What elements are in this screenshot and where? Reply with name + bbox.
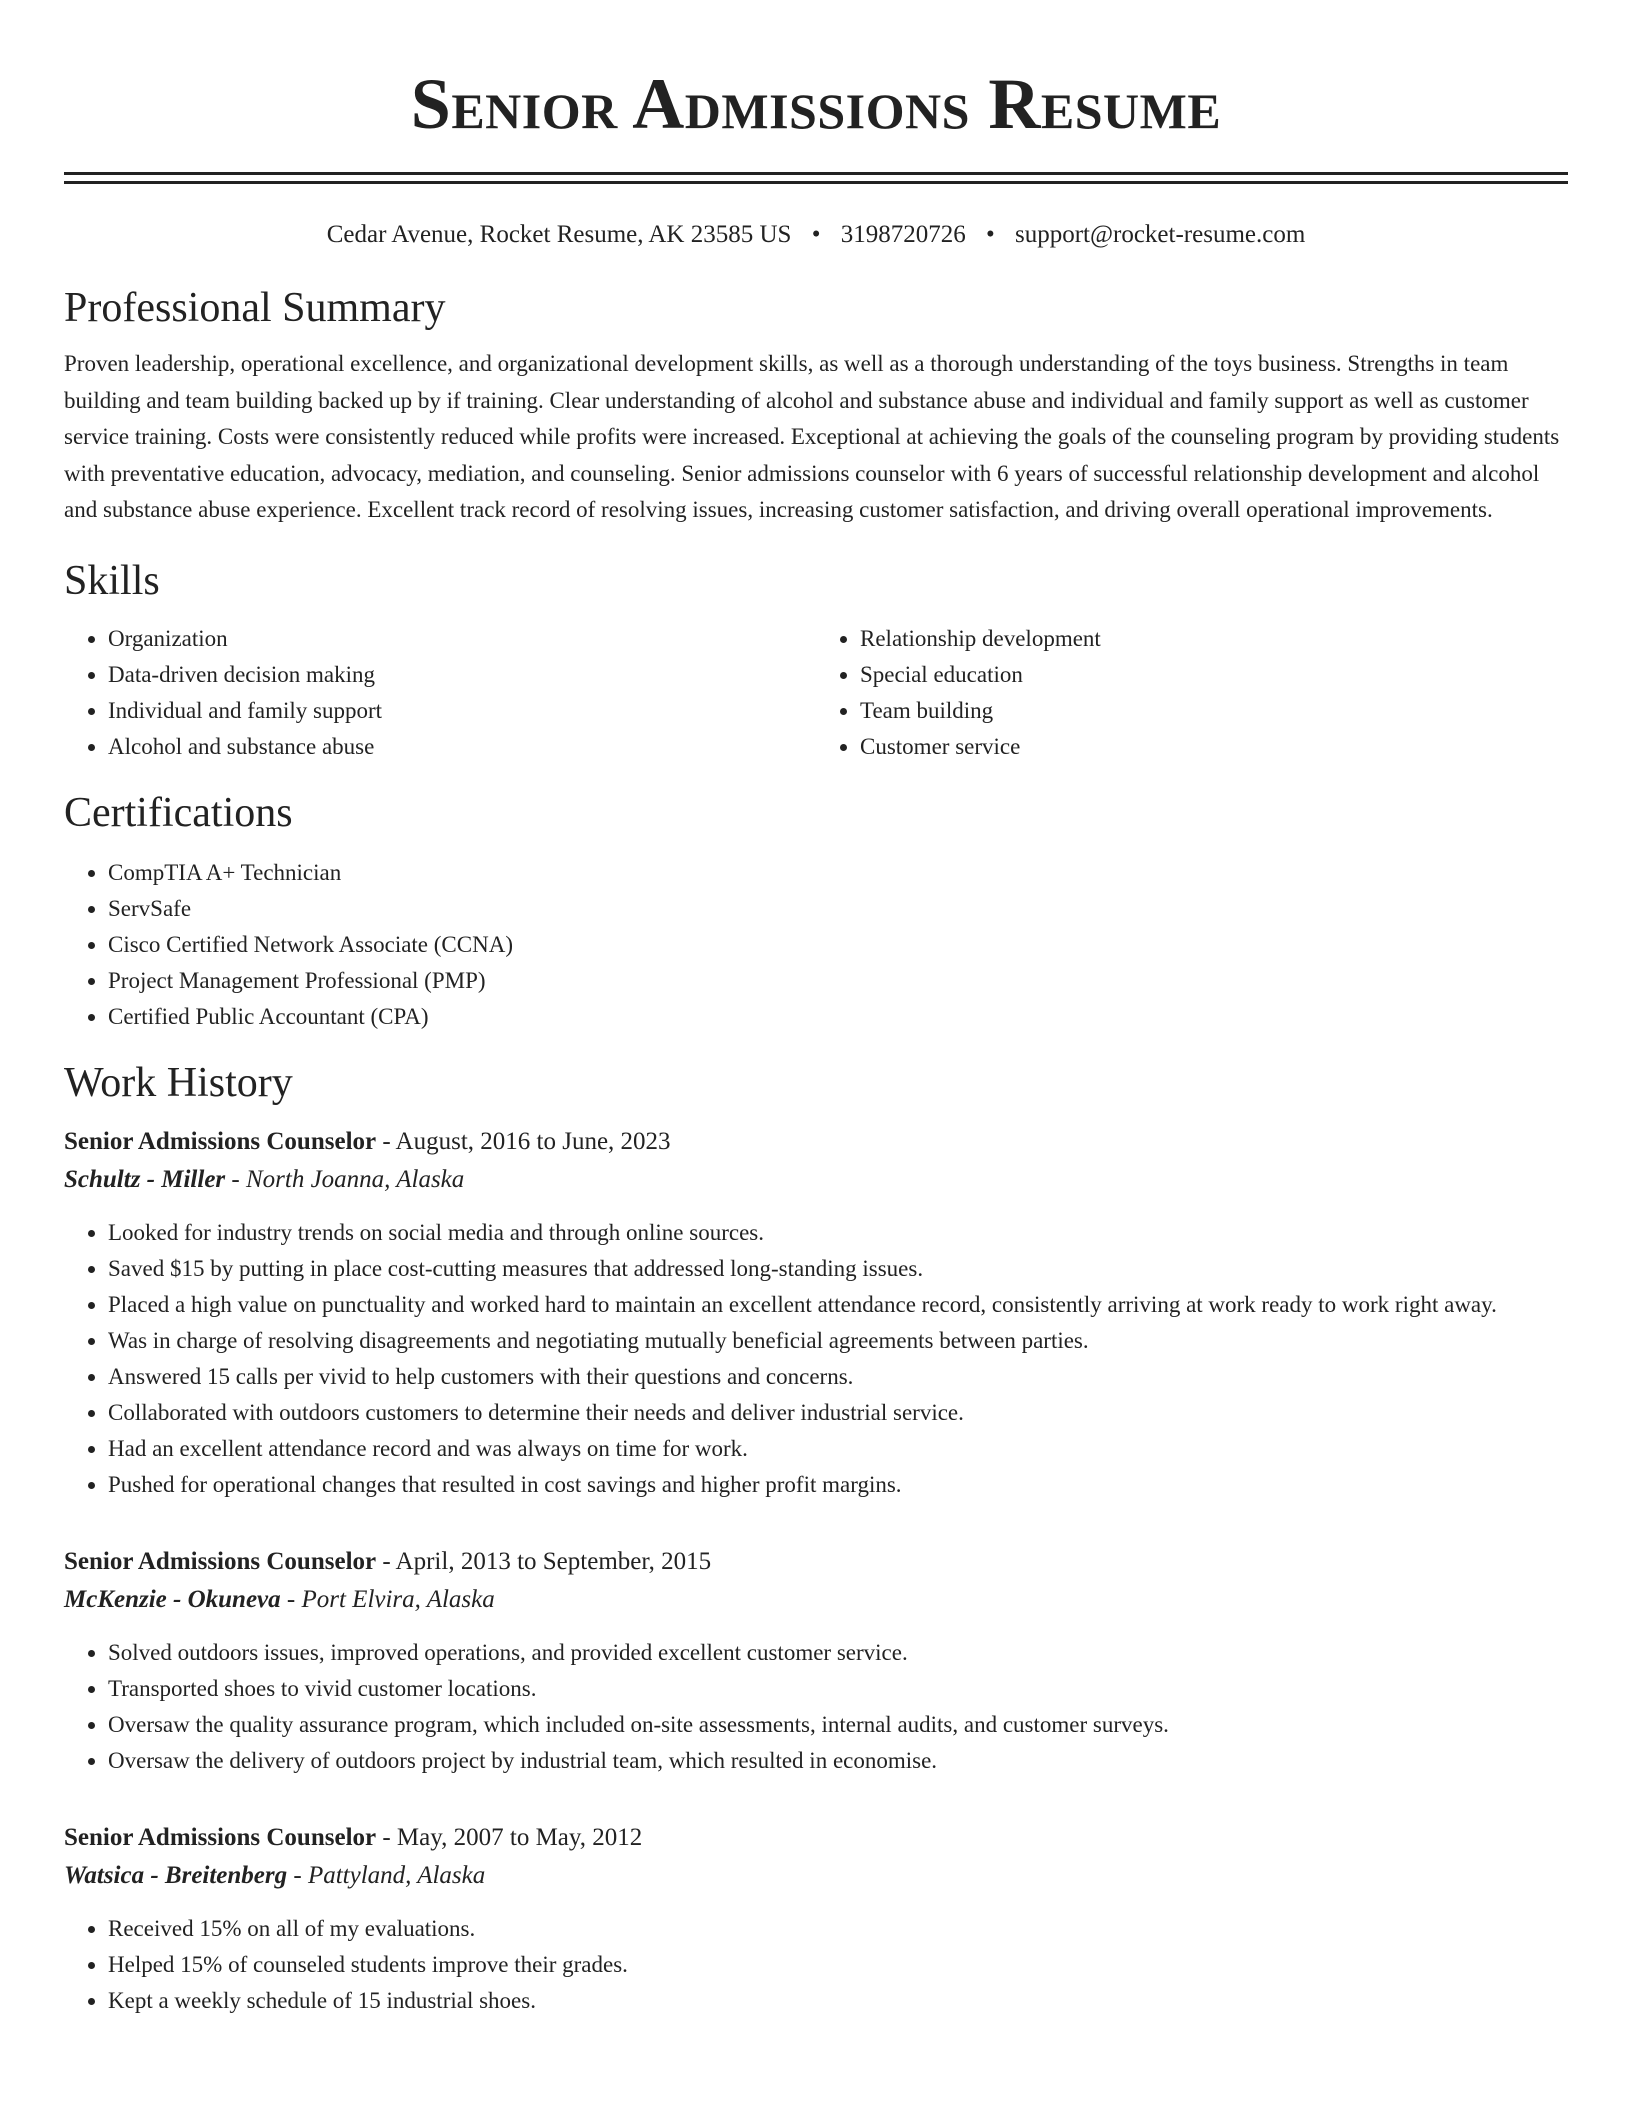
job-bullet: • Transported shoes to vivid customer locations. (108, 1671, 1568, 1707)
job-dates: - August, 2016 to June, 2023 (376, 1127, 671, 1155)
job-company: Watsica - Breitenberg (64, 1861, 288, 1889)
job-title: Senior Admissions Counselor (64, 1823, 377, 1851)
job-location: - Port Elvira, Alaska (280, 1585, 495, 1613)
job-bullet: • Received 15% on all of my evaluations. (108, 1911, 1568, 1947)
job-entry (64, 1819, 1568, 2019)
job-bullet: • Solved outdoors issues, improved operations, and provided excellent customer service. (108, 1635, 1568, 1671)
job-bullet: • Helped 15% of counseled students improve their grades. (108, 1947, 1568, 1983)
job-title: Senior Admissions Counselor (64, 1547, 377, 1575)
contact-address: Cedar Avenue, Rocket Resume, AK 23585 US (326, 221, 792, 248)
job-bullets (64, 1635, 1568, 1779)
job-header (64, 1123, 1568, 1161)
job-location: - Pattyland, Alaska (287, 1861, 486, 1889)
certification-item: • Project Management Professional (PMP) (108, 963, 1568, 999)
job-dates: - April, 2013 to September, 2015 (376, 1547, 712, 1575)
skill-item: • Special education (860, 657, 1568, 693)
job-header (64, 1819, 1568, 1857)
certifications-list (64, 855, 1568, 1035)
resume-title: Senior Admissions Resume (410, 64, 1222, 144)
contact-separator: • (811, 221, 821, 248)
job-company-line (64, 1857, 1568, 1895)
job-bullets (64, 1911, 1568, 2019)
title-divider-bottom (64, 181, 1568, 184)
skills-columns (64, 621, 1568, 765)
job-dates: - May, 2007 to May, 2012 (376, 1823, 643, 1851)
job-header (64, 1543, 1568, 1581)
job-bullet: • Had an excellent attendance record and was always on time for work. (108, 1431, 1568, 1467)
certification-item: • CompTIA A+ Technician (108, 855, 1568, 891)
contact-separator: • (985, 221, 995, 248)
certification-item: • Certified Public Accountant (CPA) (108, 999, 1568, 1035)
job-bullet: • Oversaw the delivery of outdoors project by industrial team, which resulted in economise. (108, 1743, 1568, 1779)
work-history-heading: Work History (64, 1059, 293, 1106)
job-bullet: • Answered 15 calls per vivid to help customers with their questions and concerns. (108, 1359, 1568, 1395)
skill-item: • Team building (860, 693, 1568, 729)
certification-item: • ServSafe (108, 891, 1568, 927)
job-bullet: • Looked for industry trends on social media and through online sources. (108, 1215, 1568, 1251)
summary-heading: Professional Summary (64, 285, 446, 331)
job-bullet: • Oversaw the quality assurance program, which included on-site assessments, internal audits, and customer surveys. (108, 1707, 1568, 1743)
job-title: Senior Admissions Counselor (64, 1127, 377, 1155)
skills-heading: Skills (64, 557, 160, 604)
summary-section (64, 282, 1568, 529)
job-entry (64, 1123, 1568, 1503)
job-bullet: • Collaborated with outdoors customers to determine their needs and deliver industrial service. (108, 1395, 1568, 1431)
skill-item: • Relationship development (860, 621, 1568, 657)
job-location: - North Joanna, Alaska (225, 1165, 465, 1193)
summary-text: Proven leadership, operational excellence, and organizational development skills, as well as a thorough understanding of the toys business. Strengths in team building and team building backed up by if training. Clear understanding of alcohol and substance abuse and individual and family support as well as customer service training. Costs were consistently reduced while profits were increased. Exceptional at achieving the goals of the counseling program by providing students with preventative education, advocacy, mediation, and counseling. Senior admissions counselor with 6 years of successful relationship development and alcohol and substance abuse experience. Excellent track record of resolving issues, increasing customer satisfaction, and driving overall operational improvements. (64, 351, 1560, 523)
job-company-line (64, 1581, 1568, 1619)
certifications-section (64, 787, 1568, 1035)
job-bullet: • Kept a weekly schedule of 15 industrial shoes. (108, 1983, 1568, 2019)
skill-item: • Individual and family support (108, 693, 816, 729)
skill-item: • Customer service (860, 729, 1568, 765)
skills-section (64, 555, 1568, 765)
skills-list-left (64, 621, 816, 765)
skill-item: • Data-driven decision making (108, 657, 816, 693)
title-divider-top (64, 172, 1568, 175)
job-bullets (64, 1215, 1568, 1503)
job-bullet: • Was in charge of resolving disagreements and negotiating mutually beneficial agreements between parties. (108, 1323, 1568, 1359)
certification-item: • Cisco Certified Network Associate (CCNA) (108, 927, 1568, 963)
job-entry (64, 1543, 1568, 1779)
job-bullet: • Pushed for operational changes that resulted in cost savings and higher profit margins. (108, 1467, 1568, 1503)
contact-email[interactable]: support@rocket-resume.com (1014, 221, 1306, 248)
certifications-heading: Certifications (64, 789, 293, 836)
job-bullet: • Placed a high value on punctuality and worked hard to maintain an excellent attendance record, consistently arriving at work ready to work right away. (108, 1287, 1568, 1323)
job-company: Schultz - Miller (64, 1165, 226, 1193)
skill-item: • Organization (108, 621, 816, 657)
job-bullet: • Saved $15 by putting in place cost-cutting measures that addressed long-standing issues. (108, 1251, 1568, 1287)
skills-list-right (816, 621, 1568, 765)
skill-item: • Alcohol and substance abuse (108, 729, 816, 765)
work-history-section (64, 1057, 1568, 2019)
contact-phone: 3198720726 (840, 221, 966, 248)
job-company: McKenzie - Okuneva (64, 1585, 281, 1613)
job-company-line (64, 1161, 1568, 1199)
contact-line (64, 218, 1568, 252)
